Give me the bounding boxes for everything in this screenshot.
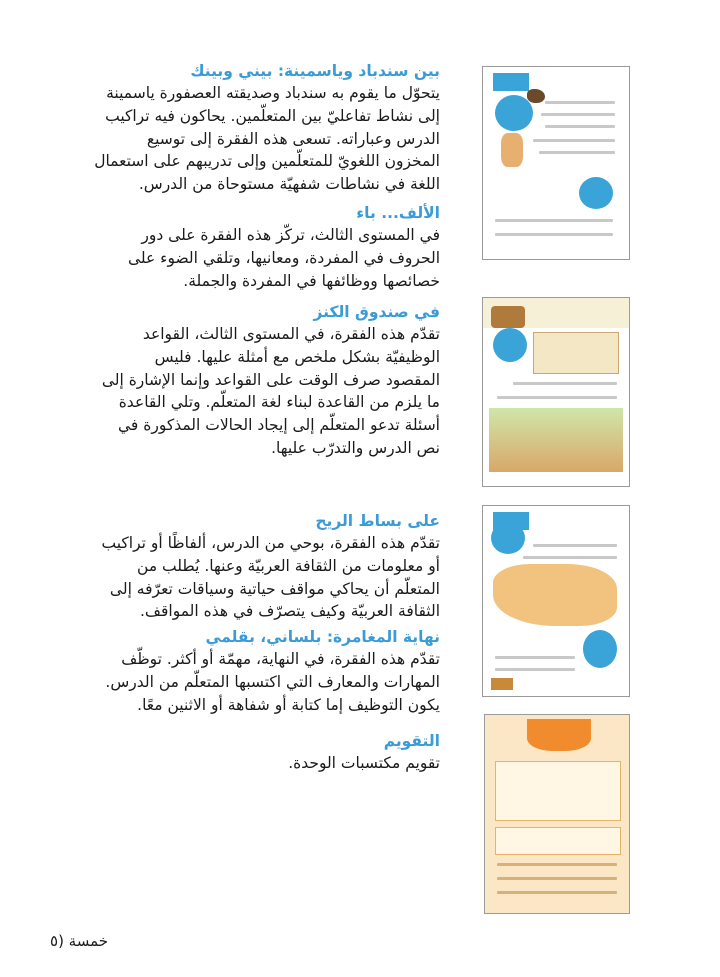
- section-line: الوظيفيّة بشكل ملخص مع أمثلة عليها. فليس: [154, 347, 440, 366]
- section-line: اللغة في نشاطات شفهيّة مستوحاة من الدرس.: [138, 175, 440, 194]
- section-title: على بساط الريح: [315, 512, 440, 530]
- text-line: [513, 382, 617, 385]
- section-line: إلى نشاط تفاعليّ بين المتعلّمين. يحاكون فيه تراكيب: [105, 106, 440, 125]
- section-line: الثقافة العربيّة وكيف يتصرّف في هذه المواقف.: [140, 602, 440, 621]
- boat-illustration: [491, 678, 513, 690]
- text-line: [495, 668, 575, 671]
- section-line: في المستوى الثالث، تركّز هذه الفقرة على دور: [141, 226, 440, 244]
- section-treasure-box: [35, 301, 440, 460]
- thumbnail-badge: [493, 328, 527, 362]
- thumbnail-treasure-page: [482, 297, 630, 487]
- section-line: أسئلة تدعو المتعلّم إلى إيجاد الحالات المذكورة في: [117, 416, 440, 435]
- section-evaluation: [35, 730, 440, 775]
- thumbnail-badge: [579, 177, 613, 209]
- thumbnail-badge: [491, 522, 525, 554]
- text-line: [523, 556, 617, 559]
- scroll-box: [533, 332, 619, 374]
- page-number: خمسة (٥: [50, 932, 109, 950]
- section-line: أو معلومات من الثقافة العربيّة وعنها. يُطلب من: [137, 556, 440, 575]
- text-line: [495, 233, 613, 236]
- child-illustration: [501, 133, 523, 167]
- text-line: [495, 656, 575, 659]
- evaluation-header-shape: [527, 719, 591, 751]
- section-line: تقدّم هذه الفقرة، في النهاية، مهمّة أو أكثر. توظّف: [121, 650, 440, 668]
- section-title: الألف... باء: [356, 204, 440, 222]
- bird-illustration: [527, 89, 545, 103]
- thumbnail-badge: [495, 95, 533, 131]
- market-scene-illustration: [489, 408, 623, 472]
- text-line: [539, 151, 615, 154]
- treasure-chest-illustration: [491, 306, 525, 328]
- section-title: التقويم: [383, 732, 440, 750]
- section-line: خصائصها ووظائفها في المفردة والجملة.: [183, 271, 440, 290]
- section-line: المتعلّم أن يحاكي مواقف حياتية وسياقات تعرّفه إلى: [109, 579, 440, 598]
- map-illustration: [493, 564, 617, 626]
- text-line: [533, 139, 615, 142]
- thumbnail-evaluation-page: [484, 714, 630, 914]
- section-sindbad-yasmina: [35, 60, 440, 196]
- thumbnail-sindbad-page: [482, 66, 630, 260]
- text-line: [533, 544, 617, 547]
- section-line: تقدّم هذه الفقرة، في المستوى الثالث، القواعد: [142, 325, 440, 343]
- section-line: المقصود صرف الوقت على القواعد وإنما الإشارة إلى: [101, 370, 440, 389]
- thumbnail-badge: [583, 630, 617, 668]
- section-end-adventure: [35, 626, 440, 716]
- thumbnail-carpet-page: [482, 505, 630, 697]
- section-line: تقويم مكتسبات الوحدة.: [288, 754, 440, 772]
- section-line: يكون التوظيف إما كتابة أو شفاهة أو الاثنين معًا.: [137, 695, 440, 714]
- thumbnail-tab: [493, 73, 529, 91]
- text-line: [497, 877, 617, 880]
- section-line: المهارات والمعارف التي اكتسبها المتعلّم من الدرس.: [105, 672, 440, 691]
- section-title: نهاية المغامرة: بلساني، بقلمي: [205, 628, 440, 646]
- section-title: في صندوق الكنز: [313, 303, 440, 321]
- evaluation-table: [495, 761, 621, 821]
- text-line: [495, 219, 613, 222]
- text-line: [497, 891, 617, 894]
- text-line: [545, 125, 615, 128]
- section-line: يتحوّل ما يقوم به سندباد وصديقته العصفورة ياسمينة: [106, 84, 440, 102]
- text-line: [497, 396, 617, 399]
- section-line: الدرس وعباراته. تسعى هذه الفقرة إلى توسيع: [146, 129, 440, 148]
- section-line: ما يلزم من القاعدة لبناء لغة المتعلّم. وتلي القاعدة: [118, 393, 440, 412]
- text-line: [541, 113, 615, 116]
- section-line: المخزون اللغويّ للمتعلّمين وإلى تدريبهم على استعمال: [94, 152, 440, 171]
- text-line: [497, 863, 617, 866]
- section-line: تقدّم هذه الفقرة، بوحي من الدرس، ألفاظًا أو تراكيب: [101, 534, 440, 552]
- section-magic-carpet: [35, 510, 440, 623]
- section-line: نص الدرس والتدرّب عليها.: [271, 438, 440, 457]
- section-alif-baa: [35, 202, 440, 292]
- text-line: [545, 101, 615, 104]
- section-title: بين سندباد وياسمينة: بيني وبينك: [190, 62, 440, 80]
- section-line: الحروف في المفردة، ومعانيها، وتلقي الضوء على: [127, 248, 440, 267]
- evaluation-box: [495, 827, 621, 855]
